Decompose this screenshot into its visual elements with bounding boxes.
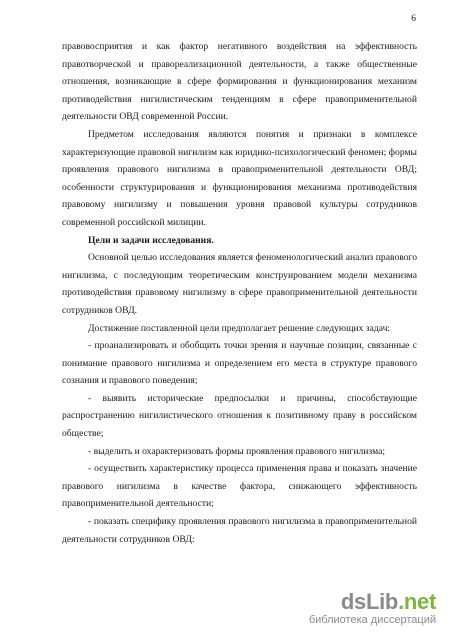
paragraph-tasks-intro: Достижение поставленной цели предполагает решение следующих задач:	[88, 322, 391, 334]
task-item: - осуществить характеристику процесса применения права и показать значение правового нигилизма в качестве фактора, снижающего эффективность правоприменительной деятельности;	[62, 463, 417, 510]
watermark-logo-part2: .net	[398, 589, 436, 614]
task-item: - выделить и охарактеризовать формы проявления правового нигилизма;	[88, 445, 386, 457]
page-number: 6	[411, 14, 416, 24]
dslib-watermark	[309, 590, 436, 626]
watermark-logo-part1: dsLib	[340, 589, 399, 614]
watermark-subtitle: библиотека диссертаций	[308, 614, 436, 626]
task-item: - проанализировать и обобщить точки зрения и научные позиции, связанные с понимание правового нигилизма и определением его места в структуре правового сознания и правового поведения;	[62, 340, 417, 387]
section-heading-goals: Цели и задачи исследования.	[88, 234, 214, 246]
task-item: - показать специфику проявления правового нигилизма в правоприменительной деятельности сотрудников ОВД:	[62, 516, 417, 545]
paragraph-subject: Предметом исследования являются понятия и признаки в комплексе характеризующие правовой нигилизм как юридико-психологический феномен; формы проявления правового нигилизма в правоприменительной деятельности ОВД; особенности структурирования и функционирования механизма противодействия правовому нигилизму и повышения уровня правовой культуры сотрудников современной российской милиции.	[62, 128, 417, 228]
paragraph-object-continuation: правовосприятия и как фактор негативного воздействия на эффективность правотворческой и правореализационной деятельности, а также общественные отношения, возникающие в сфере формирования и функционирования механизм противодействия нигилистическим тенденциям в сфере правоприменительной деятельности ОВД современной России.	[62, 41, 417, 123]
document-body	[62, 38, 417, 548]
task-item: - выявить исторические предпосылки и причины, способствующие распространению нигилистического отношения к позитивному праву в российском обществе;	[62, 392, 417, 440]
paragraph-main-goal: Основной целью исследования является феноменологический анализ правового нигилизма, с последующим теоретическим конструированием модели механизма противодействия правовому нигилизму в сфере правоприменительной деятельности сотрудников ОВД.	[62, 252, 417, 316]
watermark-logo	[309, 590, 436, 614]
